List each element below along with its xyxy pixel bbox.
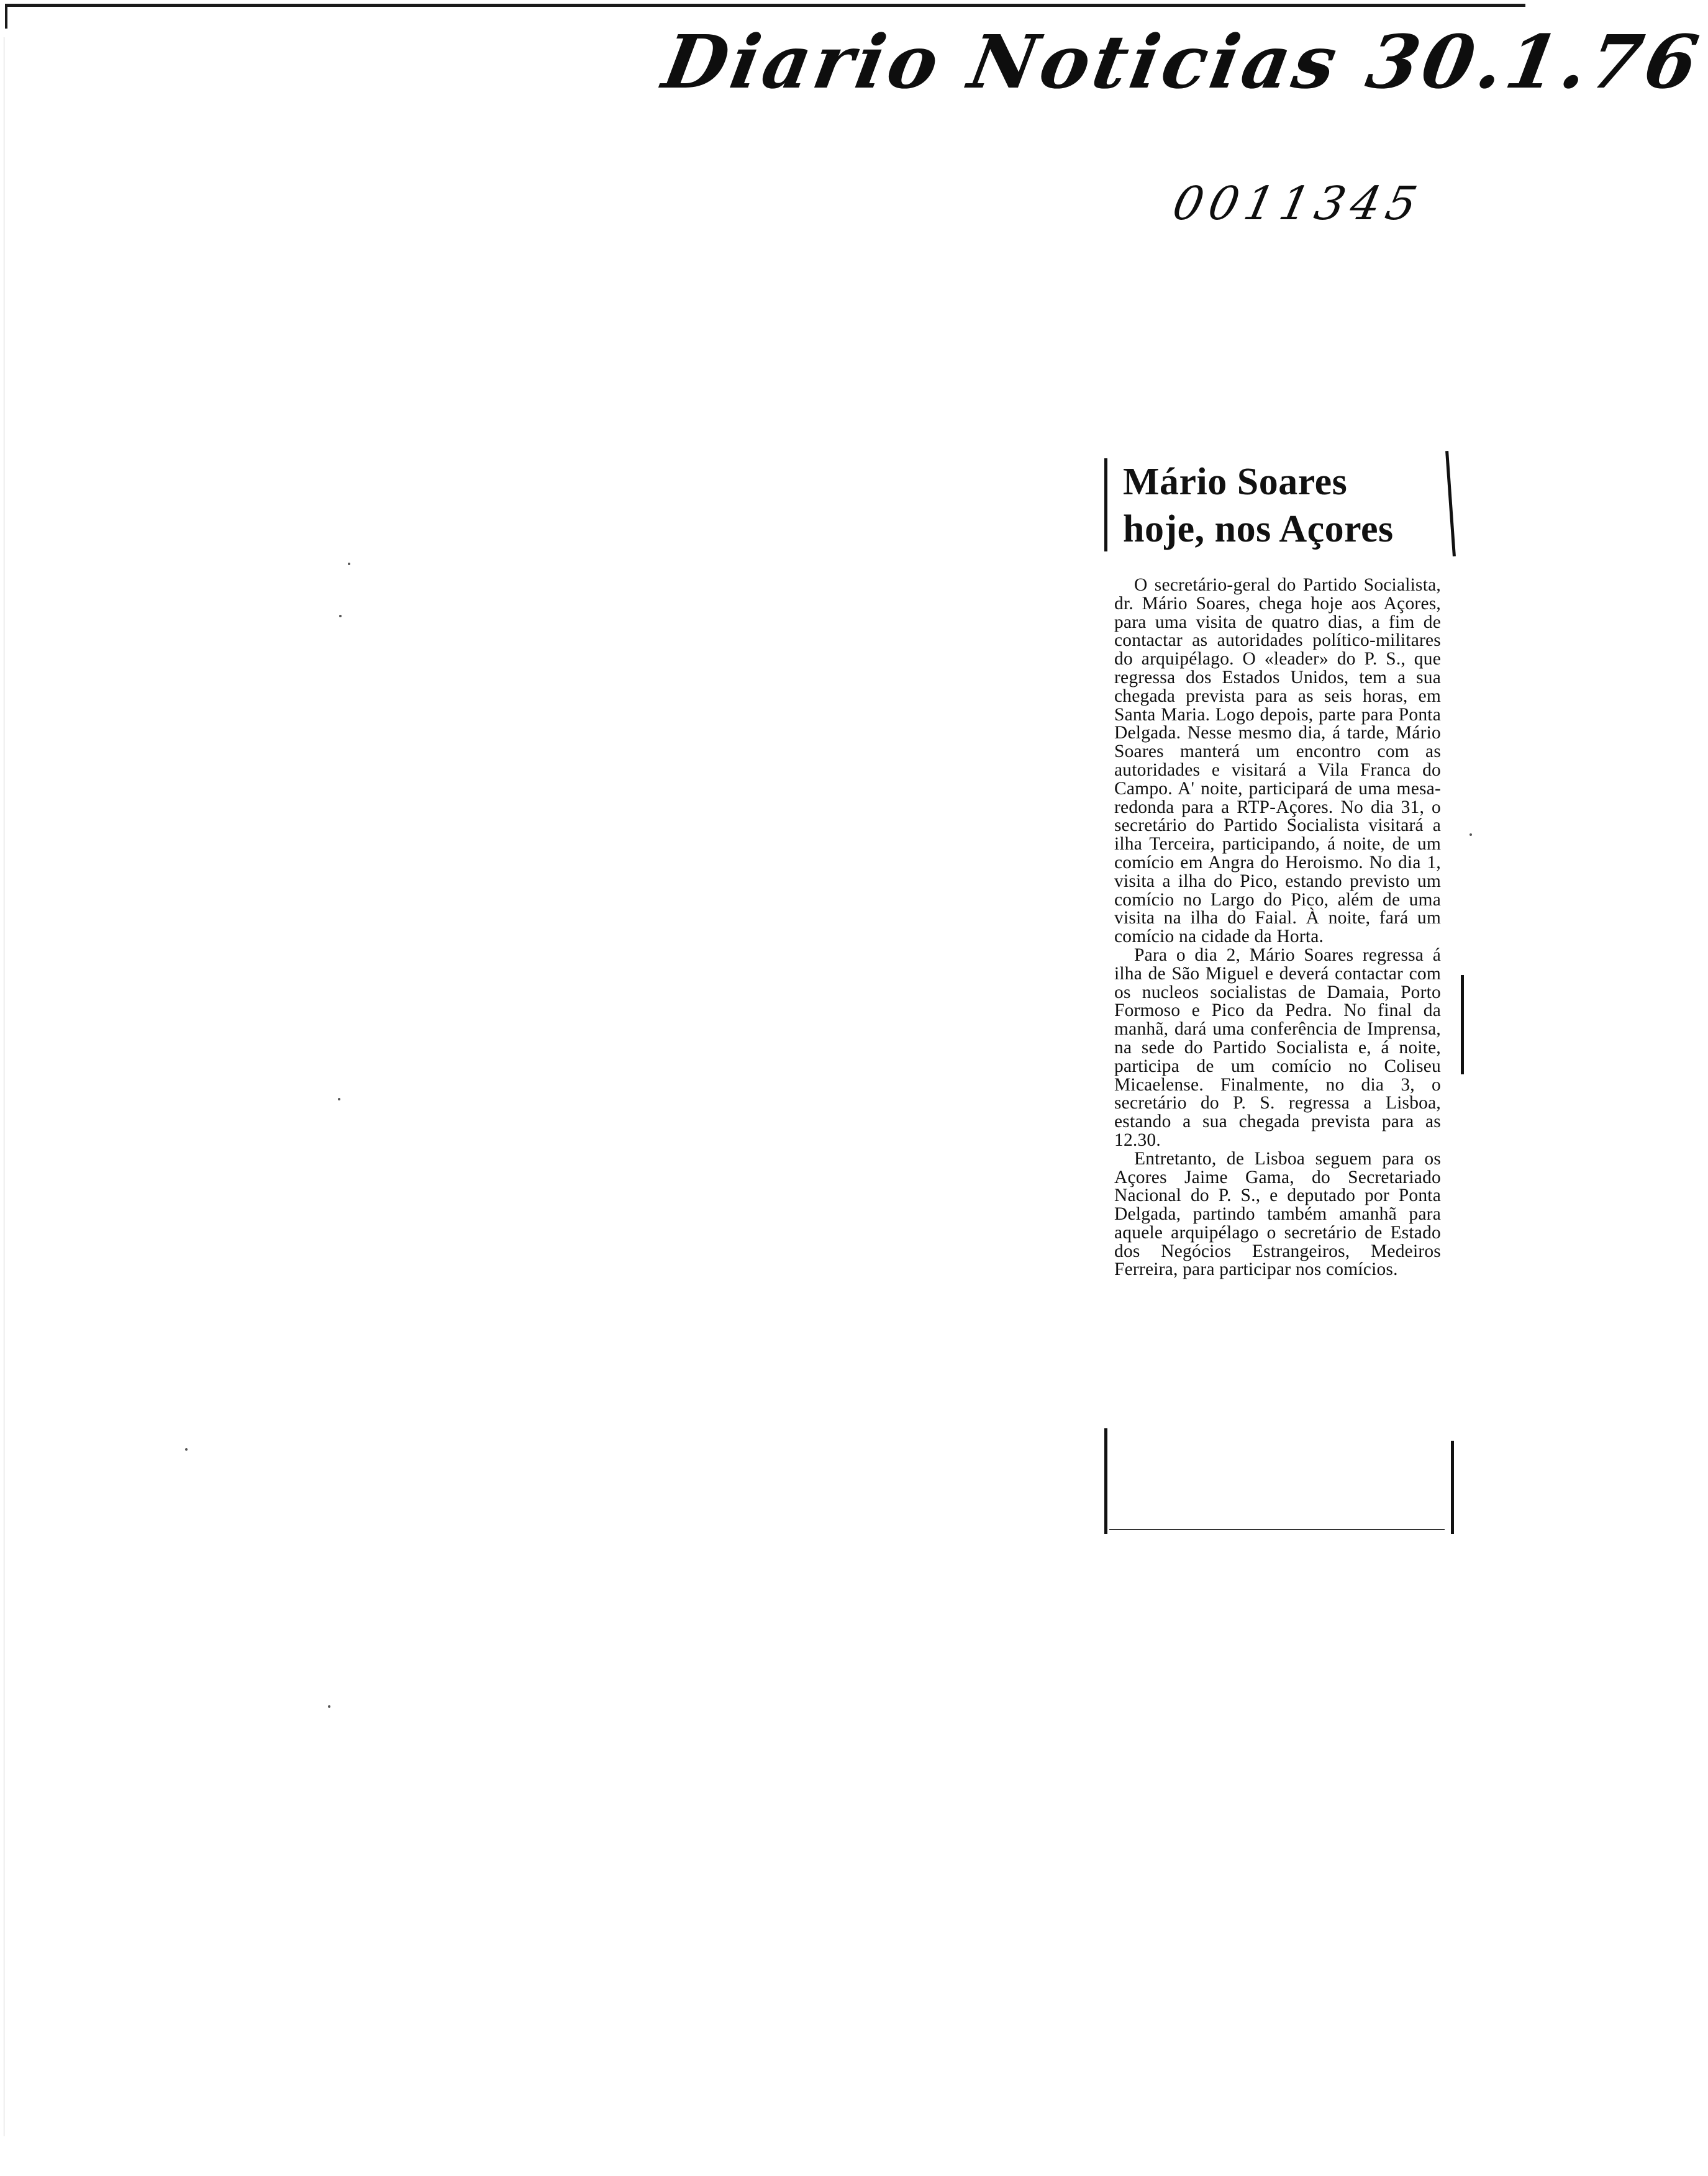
headline-line-1: Mário Soares <box>1123 461 1348 503</box>
scan-corner-mark <box>5 4 7 29</box>
scan-top-edge <box>5 4 1525 7</box>
handwritten-source-date: Diario Noticias 30.1.76 <box>656 19 1708 105</box>
clipping-cut-mark <box>1461 975 1464 1074</box>
clipping-cut-mark <box>1104 1428 1107 1534</box>
article-paragraph-2: Para o dia 2, Mário Soares regressa á ilha de São Miguel e deverá contactar com os nucleos socialistas de Damaia, Porto Formoso e Pico da Pedra. No final da manhã, dará uma conferência de Imprensa, na sede do Partido Socialista e, á noite, participa de um comício no Coliseu Micaelense. Finalmente, no dia 3, o secretário do P. S. regressa a Lisboa, estando a sua chegada prevista para as 12.30. <box>1114 945 1441 1150</box>
scan-speck <box>1470 833 1472 836</box>
newspaper-clipping <box>1104 447 1457 1540</box>
clipping-right-bracket <box>1445 451 1456 556</box>
article-paragraph-1: O secretário-geral do Partido Socialista, dr. Mário Soares, chega hoje aos Açores, para uma visita de quatro dias, a fim de contactar as autoridades político-militares do arquipélago. O «leader» do P. S., que regressa dos Estados Unidos, tem a sua chegada prevista para as seis horas, em Santa Maria. Logo depois, parte para Ponta Delgada. Nesse mesmo dia, á tarde, Mário Soares manterá um encontro com as autoridades e visitará a Vila Franca do Campo. A' noite, participará de uma mesa-redonda para a RTP-Açores. No dia 31, o secretário do Partido Socialista visitará a ilha Terceira, participando, á noite, de um comício em Angra do Heroismo. No dia 1, visita a ilha do Pico, estando previsto um comício no Largo do Pico, além de uma visita na ilha do Faial. À noite, fará um comício na cidade da Horta. <box>1114 575 1441 947</box>
clipping-left-bracket <box>1104 458 1107 551</box>
scan-speck <box>348 563 350 565</box>
article-headline <box>1123 458 1446 553</box>
clipping-cut-mark <box>1451 1441 1454 1534</box>
scan-speck <box>339 615 342 617</box>
scan-speck <box>185 1448 188 1451</box>
headline-line-2: hoje, nos Açores <box>1123 508 1394 550</box>
scan-speck <box>328 1705 330 1708</box>
clipping-bottom-edge <box>1109 1529 1445 1530</box>
article-paragraph-3: Entretanto, de Lisboa seguem para os Açores Jaime Gama, do Secretariado Nacional do P. S., e deputado por Ponta Delgada, partindo também amanhã para aquele arquipélago o secretário de Estado dos Negócios Estrangeiros, Medeiros Ferreira, para participar nos comícios. <box>1114 1148 1441 1280</box>
article-body <box>1114 576 1441 1279</box>
handwritten-archive-number: 0011345 <box>1168 177 1428 230</box>
scan-speck <box>338 1098 340 1100</box>
